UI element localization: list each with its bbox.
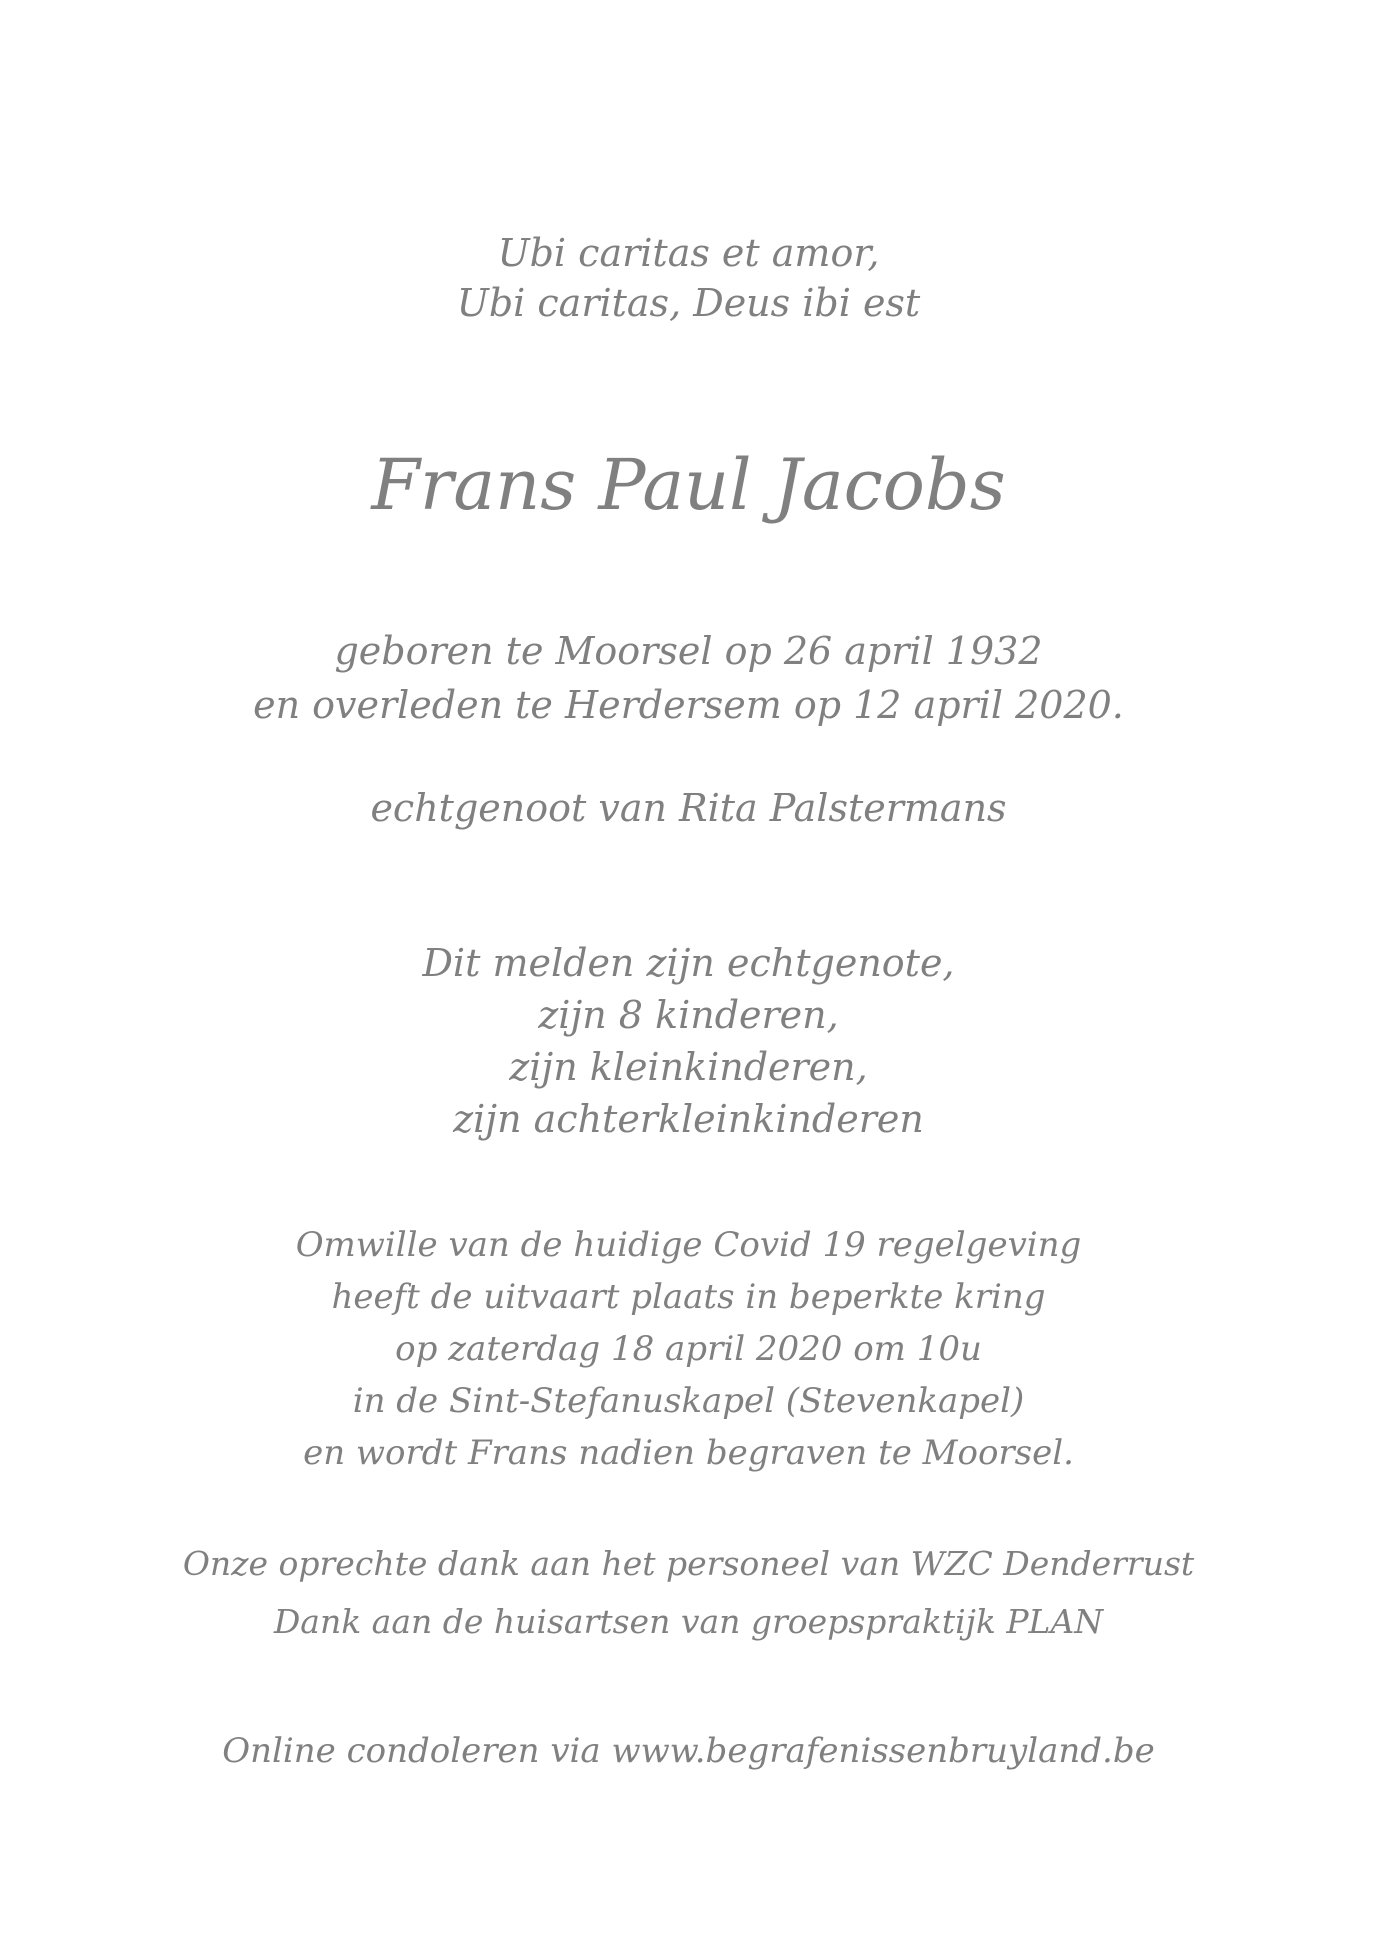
funeral-line: heeft de uitvaart plaats in beperkte kring — [331, 1277, 1046, 1317]
death-line: en overleden te Herdersem op 12 april 2020. — [253, 683, 1124, 727]
birth-death-dates — [0, 624, 1377, 732]
funeral-details — [0, 1219, 1377, 1479]
motto-line-2: Ubi caritas, Deus ibi est — [456, 281, 921, 325]
family-announcement — [0, 937, 1377, 1145]
funeral-line: op zaterdag 18 april 2020 om 10u — [395, 1329, 982, 1369]
thanks-line: Dank aan de huisartsen van groepspraktijk PLAN — [273, 1602, 1104, 1641]
thanks-section — [0, 1535, 1377, 1651]
spouse-line: echtgenoot van Rita Palstermans — [370, 786, 1007, 830]
online-condolence-line: Online condoleren via www.begrafenissenbruyland.be — [222, 1731, 1155, 1771]
thanks-line: Onze oprechte dank aan het personeel van WZC Denderrust — [182, 1544, 1195, 1583]
funeral-line: in de Sint-Stefanuskapel (Stevenkapel) — [352, 1381, 1025, 1421]
funeral-line: en wordt Frans nadien begraven te Moorsel. — [303, 1433, 1074, 1473]
family-line: Dit melden zijn echtgenote, — [422, 941, 955, 985]
funeral-line: Omwille van de huidige Covid 19 regelgeving — [295, 1225, 1082, 1265]
motto-line-1: Ubi caritas et amor, — [497, 231, 880, 275]
family-line: zijn kleinkinderen, — [509, 1045, 868, 1089]
family-line: zijn 8 kinderen, — [538, 993, 839, 1037]
deceased-name: Frans Paul Jacobs — [371, 444, 1006, 526]
motto-verse — [0, 228, 1377, 328]
family-line: zijn achterkleinkinderen — [453, 1097, 924, 1141]
birth-line: geboren te Moorsel op 26 april 1932 — [334, 629, 1043, 673]
